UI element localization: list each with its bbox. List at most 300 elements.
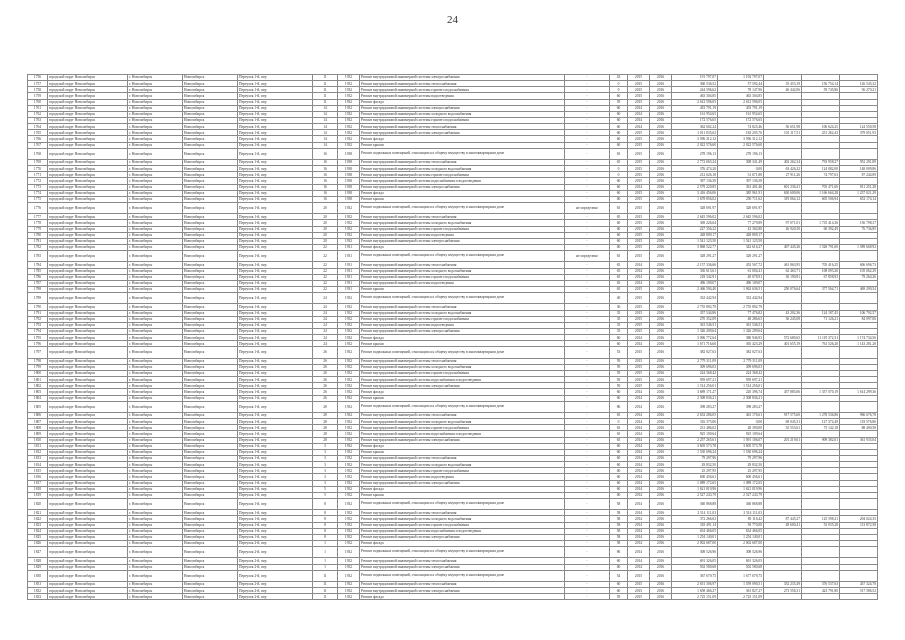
- cell-m: -: [565, 124, 610, 130]
- cell-street: Переулок 1-й, пер: [238, 528, 313, 534]
- cell-house: 14: [313, 130, 338, 136]
- cell-m: -: [565, 196, 610, 202]
- cell-area: 65: [610, 159, 628, 165]
- cell-house: 22: [313, 280, 338, 286]
- cell-house: 28: [313, 425, 338, 431]
- cell-fund: 2 755 892,79: [718, 304, 764, 310]
- cell-area: 60: [610, 486, 628, 492]
- cell-y1: 2015: [628, 304, 650, 310]
- cell-year: 1931: [338, 274, 360, 280]
- cell-city: г. Новосибирск: [128, 172, 183, 178]
- cell-region: городской округ Новосибирск: [48, 232, 128, 238]
- cell-city: г. Новосибирск: [128, 570, 183, 581]
- cell-city: г. Новосибирск: [128, 220, 183, 226]
- cell-c1: [764, 347, 802, 358]
- cell-street: Переулок 1-й, пер: [238, 383, 313, 389]
- cell-c2: 125 598,21: [802, 516, 840, 522]
- cell-year: 1932: [338, 370, 360, 376]
- cell-work: Ремонт фасада: [360, 136, 565, 142]
- cell-c3: [840, 498, 878, 509]
- cell-city: г. Новосибирск: [128, 159, 183, 165]
- cell-y1: 2014: [628, 443, 650, 449]
- cell-area: 59: [610, 377, 628, 383]
- cell-region: городской округ Новосибирск: [48, 124, 128, 130]
- cell-region: городской округ Новосибирск: [48, 401, 128, 412]
- cell-district: Новосибирск: [183, 588, 238, 594]
- cell-total: 959 697,21: [672, 377, 718, 383]
- cell-region: городской округ Новосибирск: [48, 202, 128, 213]
- cell-city: г. Новосибирск: [128, 547, 183, 558]
- cell-total: 2 257 265,61: [672, 437, 718, 443]
- cell-region: городской округ Новосибирск: [48, 492, 128, 498]
- cell-area: 60: [610, 474, 628, 480]
- cell-n: 1800: [28, 370, 48, 376]
- cell-c3: 1 237 021,29: [840, 190, 878, 196]
- cell-c2: 71 126,21: [802, 316, 840, 322]
- cell-fund: 398 283,27: [718, 401, 764, 412]
- cell-n: 1758: [28, 87, 48, 93]
- cell-year: 1938: [338, 159, 360, 165]
- cell-street: Переулок 1-й, пер: [238, 498, 313, 509]
- cell-city: г. Новосибирск: [128, 117, 183, 123]
- cell-area: 58: [610, 534, 628, 540]
- cell-y2: 2016: [650, 310, 672, 316]
- cell-c1: 457 885,06: [764, 389, 802, 395]
- cell-n: 1826: [28, 540, 48, 546]
- cell-n: 1776: [28, 202, 48, 213]
- cell-y2: 2016: [650, 558, 672, 564]
- cell-house: 24: [313, 316, 338, 322]
- cell-y2: 2016: [650, 244, 672, 250]
- cell-area: 0: [610, 172, 628, 178]
- cell-work: Ремонт подвальных помещений, относящихся к общему имуществу в многоквартирном доме: [360, 148, 565, 159]
- cell-year: 1932: [338, 534, 360, 540]
- cell-work: Ремонт фасада: [360, 99, 565, 105]
- cell-y2: 2016: [650, 220, 672, 226]
- cell-fund: 1 514 256,01: [718, 383, 764, 389]
- cell-fund: 78 147,96: [718, 87, 764, 93]
- cell-area: 58: [610, 540, 628, 546]
- cell-region: городской округ Новосибирск: [48, 528, 128, 534]
- cell-m: -: [565, 99, 610, 105]
- cell-y1: 2015: [628, 328, 650, 334]
- cell-house: 3: [313, 474, 338, 480]
- cell-m: -: [565, 159, 610, 165]
- cell-total: 318 491,14: [672, 522, 718, 528]
- cell-total: 231 486,02: [672, 425, 718, 431]
- cell-area: 40: [610, 293, 628, 304]
- cell-street: Переулок 1-й, пер: [238, 130, 313, 136]
- cell-region: городской округ Новосибирск: [48, 364, 128, 370]
- cell-c3: 84 097,06: [840, 316, 878, 322]
- cell-n: 1794: [28, 328, 48, 334]
- cell-district: Новосибирск: [183, 347, 238, 358]
- cell-work: Ремонт внутридомовой инженерной системы горячего водоснабжения: [360, 117, 565, 123]
- cell-year: 1932: [338, 412, 360, 418]
- cell-y2: 2016: [650, 401, 672, 412]
- cell-fund: 25 297,95: [718, 468, 764, 474]
- cell-house: 3: [313, 443, 338, 449]
- cell-district: Новосибирск: [183, 87, 238, 93]
- cell-street: Переулок 1-й, пер: [238, 251, 313, 262]
- cell-c1: 87 445,27: [764, 516, 802, 522]
- cell-region: городской округ Новосибирск: [48, 238, 128, 244]
- cell-work: Ремонт внутридомовой инженерной системы горячего водоснабжения: [360, 425, 565, 431]
- cell-district: Новосибирск: [183, 364, 238, 370]
- cell-house: 8: [313, 522, 338, 528]
- cell-city: г. Новосибирск: [128, 304, 183, 310]
- cell-year: 1932: [338, 419, 360, 425]
- cell-fund: 57 592,44: [718, 81, 764, 87]
- cell-m: -: [565, 528, 610, 534]
- cell-street: Переулок 1-й, пер: [238, 136, 313, 142]
- cell-street: Переулок 1-й, пер: [238, 220, 313, 226]
- cell-y1: 2015: [628, 220, 650, 226]
- cell-region: городской округ Новосибирск: [48, 111, 128, 117]
- cell-total: 397 136,58: [672, 178, 718, 184]
- cell-year: 1932: [338, 510, 360, 516]
- cell-area: 60: [610, 455, 628, 461]
- cell-district: Новосибирск: [183, 486, 238, 492]
- cell-area: 65: [610, 412, 628, 418]
- cell-c1: [764, 401, 802, 412]
- cell-work: Ремонт внутридомовой инженерной системы электроснабжения: [360, 130, 565, 136]
- cell-district: Новосибирск: [183, 437, 238, 443]
- cell-m: -: [565, 310, 610, 316]
- cell-city: г. Новосибирск: [128, 130, 183, 136]
- cell-n: 1812: [28, 449, 48, 455]
- cell-m: не определено: [565, 251, 610, 262]
- cell-fund: 2 527 243,79: [718, 492, 764, 498]
- cell-total: 369 226,64: [672, 220, 718, 226]
- cell-c2: 793 958,27: [802, 159, 840, 165]
- cell-y1: 2015: [628, 75, 650, 81]
- cell-c3: [840, 202, 878, 213]
- cell-n: 1766: [28, 136, 48, 142]
- cell-district: Новосибирск: [183, 232, 238, 238]
- cell-work: Ремонт фасада: [360, 540, 565, 546]
- cell-c1: 46 442,06: [764, 87, 802, 93]
- cell-region: городской округ Новосибирск: [48, 564, 128, 570]
- cell-total: 361 546,51: [672, 322, 718, 328]
- cell-year: 1932: [338, 358, 360, 364]
- cell-m: -: [565, 93, 610, 99]
- cell-y2: 2016: [650, 474, 672, 480]
- cell-district: Новосибирск: [183, 214, 238, 220]
- cell-region: городской округ Новосибирск: [48, 220, 128, 226]
- cell-street: Переулок 2-й, пер: [238, 588, 313, 594]
- cell-c1: 36 245,08: [764, 316, 802, 322]
- cell-y2: 2016: [650, 172, 672, 178]
- cell-house: 26: [313, 347, 338, 358]
- cell-city: г. Новосибирск: [128, 262, 183, 268]
- cell-district: Новосибирск: [183, 534, 238, 540]
- cell-year: 1932: [338, 401, 360, 412]
- cell-house: 24: [313, 293, 338, 304]
- cell-y2: 2016: [650, 594, 672, 600]
- cell-fund: 365 423,29: [718, 341, 764, 347]
- cell-fund: 634 466,05: [718, 528, 764, 534]
- cell-fund: 463 304,85: [718, 93, 764, 99]
- cell-total: 367 679,75: [672, 570, 718, 581]
- cell-m: -: [565, 419, 610, 425]
- cell-n: 1829: [28, 564, 48, 570]
- cell-house: 3: [313, 462, 338, 468]
- cell-fund: 182 205,76: [718, 130, 764, 136]
- cell-house: 5: [313, 486, 338, 492]
- cell-house: 26: [313, 395, 338, 401]
- cell-district: Новосибирск: [183, 166, 238, 172]
- cell-fund: 452 567,72: [718, 262, 764, 268]
- cell-c3: [840, 251, 878, 262]
- cell-area: 65: [610, 148, 628, 159]
- cell-y2: 2016: [650, 87, 672, 93]
- cell-n: 1765: [28, 130, 48, 136]
- cell-y2: 2016: [650, 159, 672, 165]
- cell-total: 362 602,24: [672, 124, 718, 130]
- cell-year: 1938: [338, 148, 360, 159]
- cell-city: г. Новосибирск: [128, 425, 183, 431]
- cell-city: г. Новосибирск: [128, 322, 183, 328]
- cell-district: Новосибирск: [183, 528, 238, 534]
- cell-c2: [802, 293, 840, 304]
- cell-fund: 2 308 836,21: [718, 395, 764, 401]
- cell-c2: 1 166 664,28: [802, 190, 840, 196]
- cell-district: Новосибирск: [183, 148, 238, 159]
- cell-area: 59: [610, 358, 628, 364]
- cell-area: 54: [610, 570, 628, 581]
- cell-total: 2 755 892,79: [672, 304, 718, 310]
- cell-y2: 2016: [650, 425, 672, 431]
- cell-street: Переулок 1-й, пер: [238, 316, 313, 322]
- cell-house: 11: [313, 570, 338, 581]
- cell-house: 8: [313, 516, 338, 522]
- cell-district: Новосибирск: [183, 516, 238, 522]
- cell-region: городской округ Новосибирск: [48, 184, 128, 190]
- cell-fund: 328 291,27: [718, 251, 764, 262]
- cell-district: Новосибирск: [183, 190, 238, 196]
- repair-program-table: [27, 74, 877, 600]
- cell-n: 1774: [28, 190, 48, 196]
- cell-total: 1 658 466,27: [672, 588, 718, 594]
- cell-m: -: [565, 480, 610, 486]
- cell-district: Новосибирск: [183, 172, 238, 178]
- cell-total: 600 456,61: [672, 474, 718, 480]
- cell-district: Новосибирск: [183, 251, 238, 262]
- cell-c2: 423 791,80: [802, 588, 840, 594]
- cell-year: 1932: [338, 347, 360, 358]
- cell-c3: 517 586,52: [840, 588, 878, 594]
- cell-work: Ремонт крыши: [360, 341, 565, 347]
- cell-area: 59: [610, 383, 628, 389]
- cell-street: Переулок 1-й, пер: [238, 377, 313, 383]
- cell-m: -: [565, 81, 610, 87]
- cell-area: 60: [610, 184, 628, 190]
- cell-c1: 55 453,19: [764, 81, 802, 87]
- cell-y2: 2016: [650, 522, 672, 528]
- cell-c2: 605 506,94: [802, 196, 840, 202]
- cell-area: 60: [610, 220, 628, 226]
- cell-m: -: [565, 364, 610, 370]
- cell-c1: 250 076,64: [764, 286, 802, 292]
- cell-m: -: [565, 328, 610, 334]
- cell-city: г. Новосибирск: [128, 594, 183, 600]
- cell-region: городской округ Новосибирск: [48, 251, 128, 262]
- cell-n: 1813: [28, 455, 48, 461]
- cell-n: 1780: [28, 232, 48, 238]
- table-row: [28, 293, 878, 304]
- cell-year: 1932: [338, 93, 360, 99]
- cell-city: г. Новосибирск: [128, 377, 183, 383]
- cell-total: 1 326 209,64: [672, 328, 718, 334]
- cell-fund: 2 002 687,00: [718, 540, 764, 546]
- cell-region: городской округ Новосибирск: [48, 268, 128, 274]
- cell-street: Переулок 1-й, пер: [238, 274, 313, 280]
- cell-c3: [840, 594, 878, 600]
- cell-work: Ремонт внутридомовой инженерной системы водоотведения: [360, 322, 565, 328]
- cell-fund: 172 576,65: [718, 117, 764, 123]
- cell-area: 60: [610, 142, 628, 148]
- cell-c2: 53 035,28: [802, 522, 840, 528]
- cell-region: городской округ Новосибирск: [48, 443, 128, 449]
- cell-district: Новосибирск: [183, 310, 238, 316]
- cell-total: 360 868,88: [672, 498, 718, 509]
- cell-y1: 2014: [628, 492, 650, 498]
- cell-y1: 2014: [628, 335, 650, 341]
- cell-y2: 2016: [650, 480, 672, 486]
- cell-total: 79 297,96: [672, 455, 718, 461]
- cell-work: Ремонт внутридомовой инженерной системы электроснабжения: [360, 184, 565, 190]
- cell-y1: 2015: [628, 166, 650, 172]
- cell-y1: 2015: [628, 286, 650, 292]
- cell-city: г. Новосибирск: [128, 443, 183, 449]
- cell-district: Новосибирск: [183, 238, 238, 244]
- cell-work: Ремонт крыши: [360, 449, 565, 455]
- cell-house: 16: [313, 148, 338, 159]
- cell-city: г. Новосибирск: [128, 214, 183, 220]
- cell-city: г. Новосибирск: [128, 558, 183, 564]
- cell-n: 1756: [28, 75, 48, 81]
- cell-n: 1769: [28, 159, 48, 165]
- cell-n: 1759: [28, 93, 48, 99]
- cell-year: 1931: [338, 262, 360, 268]
- cell-year: 1932: [338, 293, 360, 304]
- cell-c3: [840, 293, 878, 304]
- cell-m: -: [565, 347, 610, 358]
- cell-y2: 2016: [650, 184, 672, 190]
- cell-region: городской округ Новосибирск: [48, 304, 128, 310]
- cell-area: 60: [610, 105, 628, 111]
- cell-region: городской округ Новосибирск: [48, 117, 128, 123]
- cell-y2: 2016: [650, 202, 672, 213]
- cell-work: Ремонт фасада: [360, 244, 565, 250]
- cell-city: г. Новосибирск: [128, 178, 183, 184]
- cell-y2: 2016: [650, 328, 672, 334]
- cell-area: 60: [610, 335, 628, 341]
- cell-region: городской округ Новосибирск: [48, 159, 128, 165]
- cell-n: 1818: [28, 486, 48, 492]
- cell-region: городской округ Новосибирск: [48, 75, 128, 81]
- cell-fund: 39 770,00: [718, 522, 764, 528]
- cell-y1: 2015: [628, 377, 650, 383]
- cell-region: городской округ Новосибирск: [48, 274, 128, 280]
- cell-work: Ремонт внутридомовой инженерной системы теплоснабжения: [360, 124, 565, 130]
- cell-city: г. Новосибирск: [128, 335, 183, 341]
- cell-total: 309 696,03: [672, 364, 718, 370]
- cell-y2: 2016: [650, 547, 672, 558]
- cell-region: городской округ Новосибирск: [48, 570, 128, 581]
- cell-y2: 2016: [650, 540, 672, 546]
- cell-year: 1932: [338, 431, 360, 437]
- cell-y1: 2015: [628, 172, 650, 178]
- cell-work: Ремонт подвальных помещений, относящихся к общему имуществу в многоквартирном доме: [360, 251, 565, 262]
- cell-district: Новосибирск: [183, 93, 238, 99]
- cell-street: Переулок 2-й, пер: [238, 581, 313, 587]
- cell-house: 16: [313, 166, 338, 172]
- cell-m: -: [565, 316, 610, 322]
- cell-y2: 2016: [650, 335, 672, 341]
- cell-year: 1932: [338, 341, 360, 347]
- cell-work: Ремонт внутридомовой инженерной системы горячего водоснабжения: [360, 370, 565, 376]
- cell-m: -: [565, 564, 610, 570]
- cell-c3: 105 062,29: [840, 268, 878, 274]
- cell-year: 1932: [338, 220, 360, 226]
- cell-district: Новосибирск: [183, 594, 238, 600]
- cell-y1: 2015: [628, 190, 650, 196]
- cell-m: -: [565, 540, 610, 546]
- cell-city: г. Новосибирск: [128, 75, 183, 81]
- cell-house: 22: [313, 244, 338, 250]
- cell-y1: 2014: [628, 274, 650, 280]
- cell-city: г. Новосибирск: [128, 510, 183, 516]
- cell-fund: 382 027,63: [718, 347, 764, 358]
- cell-fund: 1 559 090,51: [718, 581, 764, 587]
- cell-area: 35: [610, 316, 628, 322]
- cell-work: Ремонт фасада: [360, 594, 565, 600]
- cell-y1: 2014: [628, 341, 650, 347]
- cell-house: 20: [313, 226, 338, 232]
- cell-region: городской округ Новосибирск: [48, 136, 128, 142]
- cell-region: городской округ Новосибирск: [48, 437, 128, 443]
- cell-year: 1932: [338, 87, 360, 93]
- cell-street: Переулок 1-й, пер: [238, 142, 313, 148]
- cell-work: Ремонт внутридомовой инженерной системы теплоснабжения: [360, 510, 565, 516]
- cell-work: Ремонт внутридомовой инженерной системы водоснабжения и водоотведения: [360, 178, 565, 184]
- cell-y1: 2015: [628, 130, 650, 136]
- cell-street: Переулок 1-й, пер: [238, 280, 313, 286]
- cell-y1: 2015: [628, 310, 650, 316]
- cell-year: 1932: [338, 540, 360, 546]
- cell-m: -: [565, 462, 610, 468]
- cell-region: городской округ Новосибирск: [48, 347, 128, 358]
- cell-region: городской округ Новосибирск: [48, 370, 128, 376]
- cell-district: Новосибирск: [183, 322, 238, 328]
- cell-m: -: [565, 558, 610, 564]
- cell-district: Новосибирск: [183, 99, 238, 105]
- cell-y2: 2016: [650, 232, 672, 238]
- cell-district: Новосибирск: [183, 184, 238, 190]
- cell-total: 3 006 772,64: [672, 335, 718, 341]
- cell-work: Ремонт внутридомовой инженерной системы теплоснабжения: [360, 412, 565, 418]
- cell-area: 65: [610, 268, 628, 274]
- cell-city: г. Новосибирск: [128, 280, 183, 286]
- cell-y1: 2015: [628, 238, 650, 244]
- cell-y2: 2016: [650, 130, 672, 136]
- cell-n: 1770: [28, 166, 48, 172]
- cell-m: -: [565, 190, 610, 196]
- cell-y1: 2015: [628, 594, 650, 600]
- cell-year: 1932: [338, 322, 360, 328]
